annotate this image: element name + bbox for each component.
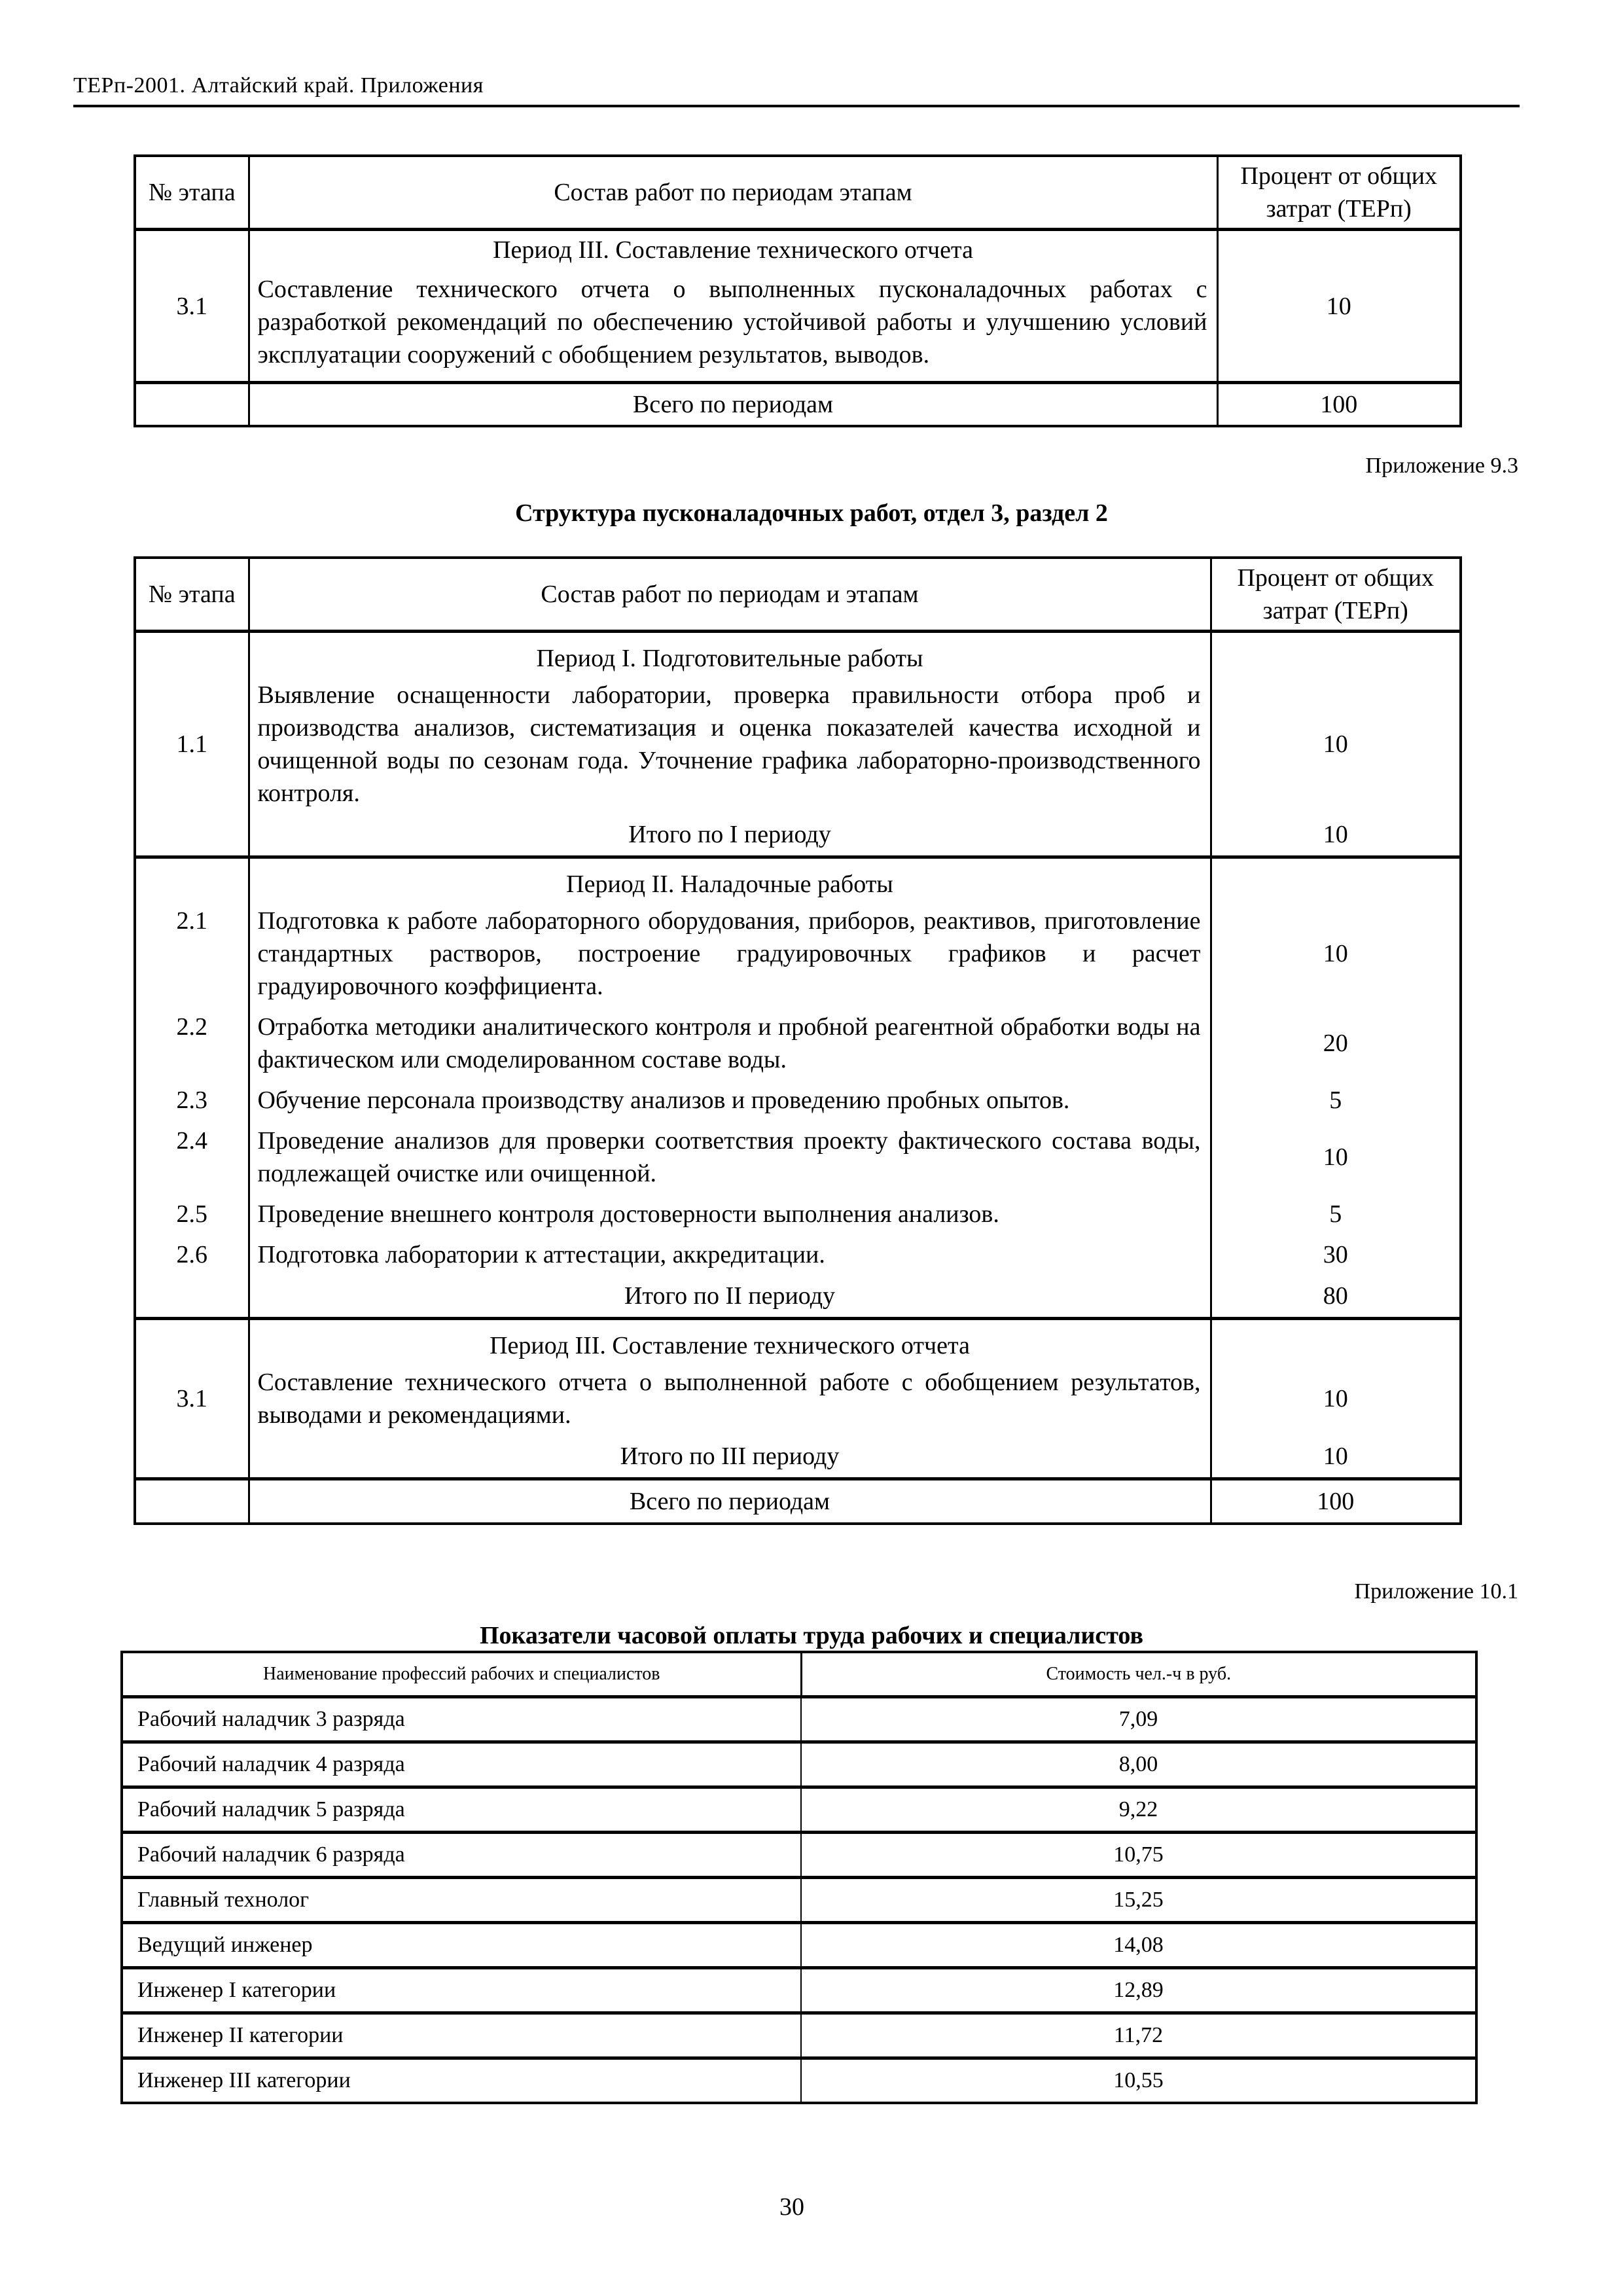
total-label: Всего по периодам	[249, 383, 1217, 426]
header-rule	[73, 105, 1520, 107]
table-row	[122, 1787, 1476, 1833]
profession-name: Рабочий наладчик 6 разряда	[122, 1833, 801, 1878]
col-header-stage-number: № этапа	[135, 558, 249, 632]
period-title-row	[135, 632, 1461, 675]
stage-description: Составление технического отчета о выполненных пусконаладочных работах с разработкой рекомендаций по обеспечению устойчивой работы и улучшению условий эксплуатации сооружений с обобщением результатов, выводов.	[257, 276, 1207, 368]
stage-percent: 10	[1217, 230, 1461, 383]
table-row	[122, 1742, 1476, 1787]
stage-description: Отработка методики аналитического контроля и пробной реагентной обработки воды на фактическом или смоделированном составе воды.	[249, 1007, 1211, 1080]
col-header-work-composition: Состав работ по периодам этапам	[249, 156, 1217, 230]
table-row	[135, 1234, 1461, 1275]
col-header-profession: Наименование профессий рабочих и специалистов	[122, 1652, 801, 1697]
stage-description: Составление технического отчета о выполненной работе с обобщением результатов, выводами и рекомендациями.	[249, 1362, 1211, 1435]
total-row	[135, 1479, 1461, 1524]
stage-percent: 10	[1211, 1121, 1461, 1194]
stage-percent: 10	[1211, 1362, 1461, 1435]
table-header-row	[135, 558, 1461, 632]
empty-cell	[135, 632, 249, 675]
col-header-stage-number: № этапа	[135, 156, 249, 230]
empty-cell	[135, 857, 249, 901]
section-title: Структура пусконаладочных работ, отдел 3, раздел 2	[515, 499, 1108, 527]
col-header-percent	[1217, 156, 1461, 230]
total-value: 100	[1217, 383, 1461, 426]
table-row	[135, 901, 1461, 1007]
stage-percent: 20	[1211, 1007, 1461, 1080]
subtotal-value: 80	[1211, 1275, 1461, 1319]
table-row	[135, 1194, 1461, 1234]
period-title-row	[135, 857, 1461, 901]
total-row	[135, 383, 1461, 426]
table-row	[122, 1968, 1476, 2013]
stage-percent: 5	[1211, 1194, 1461, 1234]
empty-cell	[1211, 857, 1461, 901]
profession-name: Инженер I категории	[122, 1968, 801, 2013]
stage-number: 2.6	[135, 1234, 249, 1275]
col-header-percent-text: Процент от общих затрат (ТЕРп)	[1240, 162, 1438, 223]
hourly-cost: 12,89	[801, 1968, 1476, 2013]
subtotal-row	[135, 1275, 1461, 1319]
profession-name: Инженер III категории	[122, 2058, 801, 2104]
table-row	[135, 1080, 1461, 1121]
empty-cell	[1211, 1319, 1461, 1363]
subtotal-label: Итого по I периоду	[249, 814, 1211, 857]
table-header-row	[135, 156, 1461, 230]
stages-table	[134, 556, 1462, 1525]
hourly-cost: 11,72	[801, 2013, 1476, 2058]
period-title: Период I. Подготовительные работы	[249, 632, 1211, 675]
total-label: Всего по периодам	[249, 1479, 1211, 1524]
stage-percent: 30	[1211, 1234, 1461, 1275]
table-row	[122, 1923, 1476, 1968]
stage-number: 3.1	[135, 1362, 249, 1435]
period-title: Период III. Составление технического отчета	[493, 236, 973, 264]
hourly-cost: 7,09	[801, 1697, 1476, 1742]
profession-name: Рабочий наладчик 4 разряда	[122, 1742, 801, 1787]
hourly-cost: 15,25	[801, 1878, 1476, 1923]
hourly-rates-table	[120, 1651, 1478, 2104]
col-header-work-composition: Состав работ по периодам и этапам	[249, 558, 1211, 632]
subtotal-label: Итого по III периоду	[249, 1435, 1211, 1479]
empty-cell	[135, 1319, 249, 1363]
subtotal-row	[135, 814, 1461, 857]
stage-number: 3.1	[135, 230, 249, 383]
hourly-cost: 8,00	[801, 1742, 1476, 1787]
table-row	[135, 1121, 1461, 1194]
profession-name: Рабочий наладчик 3 разряда	[122, 1697, 801, 1742]
table-row	[135, 1362, 1461, 1435]
stage-description: Обучение персонала производству анализов и проведению пробных опытов.	[249, 1080, 1211, 1121]
hourly-cost: 14,08	[801, 1923, 1476, 1968]
stage-description: Проведение анализов для проверки соответствия проекту фактического состава воды, подлежащей очистке или очищенной.	[249, 1121, 1211, 1194]
table-row	[122, 2058, 1476, 2104]
empty-cell	[135, 1479, 249, 1524]
stage-description: Проведение внешнего контроля достоверности выполнения анализов.	[249, 1194, 1211, 1234]
empty-cell	[135, 383, 249, 426]
appendix-label: Приложение 10.1	[1354, 1579, 1518, 1604]
table-row	[135, 230, 1461, 383]
section-title: Показатели часовой оплаты труда рабочих и специалистов	[479, 1622, 1143, 1649]
stage-number: 1.1	[135, 675, 249, 814]
table-header-row	[122, 1652, 1476, 1697]
empty-cell	[1211, 632, 1461, 675]
stage-number: 2.4	[135, 1121, 249, 1194]
period-title-row	[135, 1319, 1461, 1363]
table-row	[122, 1878, 1476, 1923]
stage-description: Подготовка к работе лабораторного оборудования, приборов, реактивов, приготовление стандартных растворов, построение градуировочных графиков и расчет градуировочного коэффициента.	[249, 901, 1211, 1007]
stage-percent: 5	[1211, 1080, 1461, 1121]
col-header-percent-text: Процент от общих затрат (ТЕРп)	[1237, 564, 1435, 624]
stage-number: 2.2	[135, 1007, 249, 1080]
subtotal-value: 10	[1211, 814, 1461, 857]
stage-percent: 10	[1211, 675, 1461, 814]
subtotal-value: 10	[1211, 1435, 1461, 1479]
period-title: Период II. Наладочные работы	[249, 857, 1211, 901]
stage-percent: 10	[1211, 901, 1461, 1007]
appendix-label: Приложение 9.3	[1365, 454, 1518, 478]
table-row	[135, 675, 1461, 814]
col-header-percent	[1211, 558, 1461, 632]
hourly-cost: 9,22	[801, 1787, 1476, 1833]
profession-name: Ведущий инженер	[122, 1923, 801, 1968]
stage-content	[249, 230, 1217, 383]
hourly-cost: 10,55	[801, 2058, 1476, 2104]
period-title: Период III. Составление технического отчета	[249, 1319, 1211, 1363]
running-title: ТЕРп-2001. Алтайский край. Приложения	[73, 73, 484, 98]
empty-cell	[135, 1275, 249, 1319]
stage-number: 2.3	[135, 1080, 249, 1121]
table-row	[122, 2013, 1476, 2058]
stage-description: Выявление оснащенности лаборатории, проверка правильности отбора проб и производства анализов, систематизация и оценка показателей качества исходной и очищенной воды по сезонам года. Уточнение графика лабораторно-производственного контроля.	[249, 675, 1211, 814]
table-row	[122, 1697, 1476, 1742]
empty-cell	[135, 814, 249, 857]
table-row	[122, 1833, 1476, 1878]
hourly-cost: 10,75	[801, 1833, 1476, 1878]
table-row	[135, 1007, 1461, 1080]
stage-number: 2.5	[135, 1194, 249, 1234]
empty-cell	[135, 1435, 249, 1479]
stage-number: 2.1	[135, 901, 249, 1007]
col-header-cost: Стоимость чел.-ч в руб.	[801, 1652, 1476, 1697]
profession-name: Рабочий наладчик 5 разряда	[122, 1787, 801, 1833]
subtotal-label: Итого по II периоду	[249, 1275, 1211, 1319]
profession-name: Главный технолог	[122, 1878, 801, 1923]
profession-name: Инженер II категории	[122, 2013, 801, 2058]
stage-description: Подготовка лаборатории к аттестации, аккредитации.	[249, 1234, 1211, 1275]
total-value: 100	[1211, 1479, 1461, 1524]
page-number: 30	[779, 2193, 804, 2221]
stages-table-continued	[134, 154, 1462, 427]
subtotal-row	[135, 1435, 1461, 1479]
